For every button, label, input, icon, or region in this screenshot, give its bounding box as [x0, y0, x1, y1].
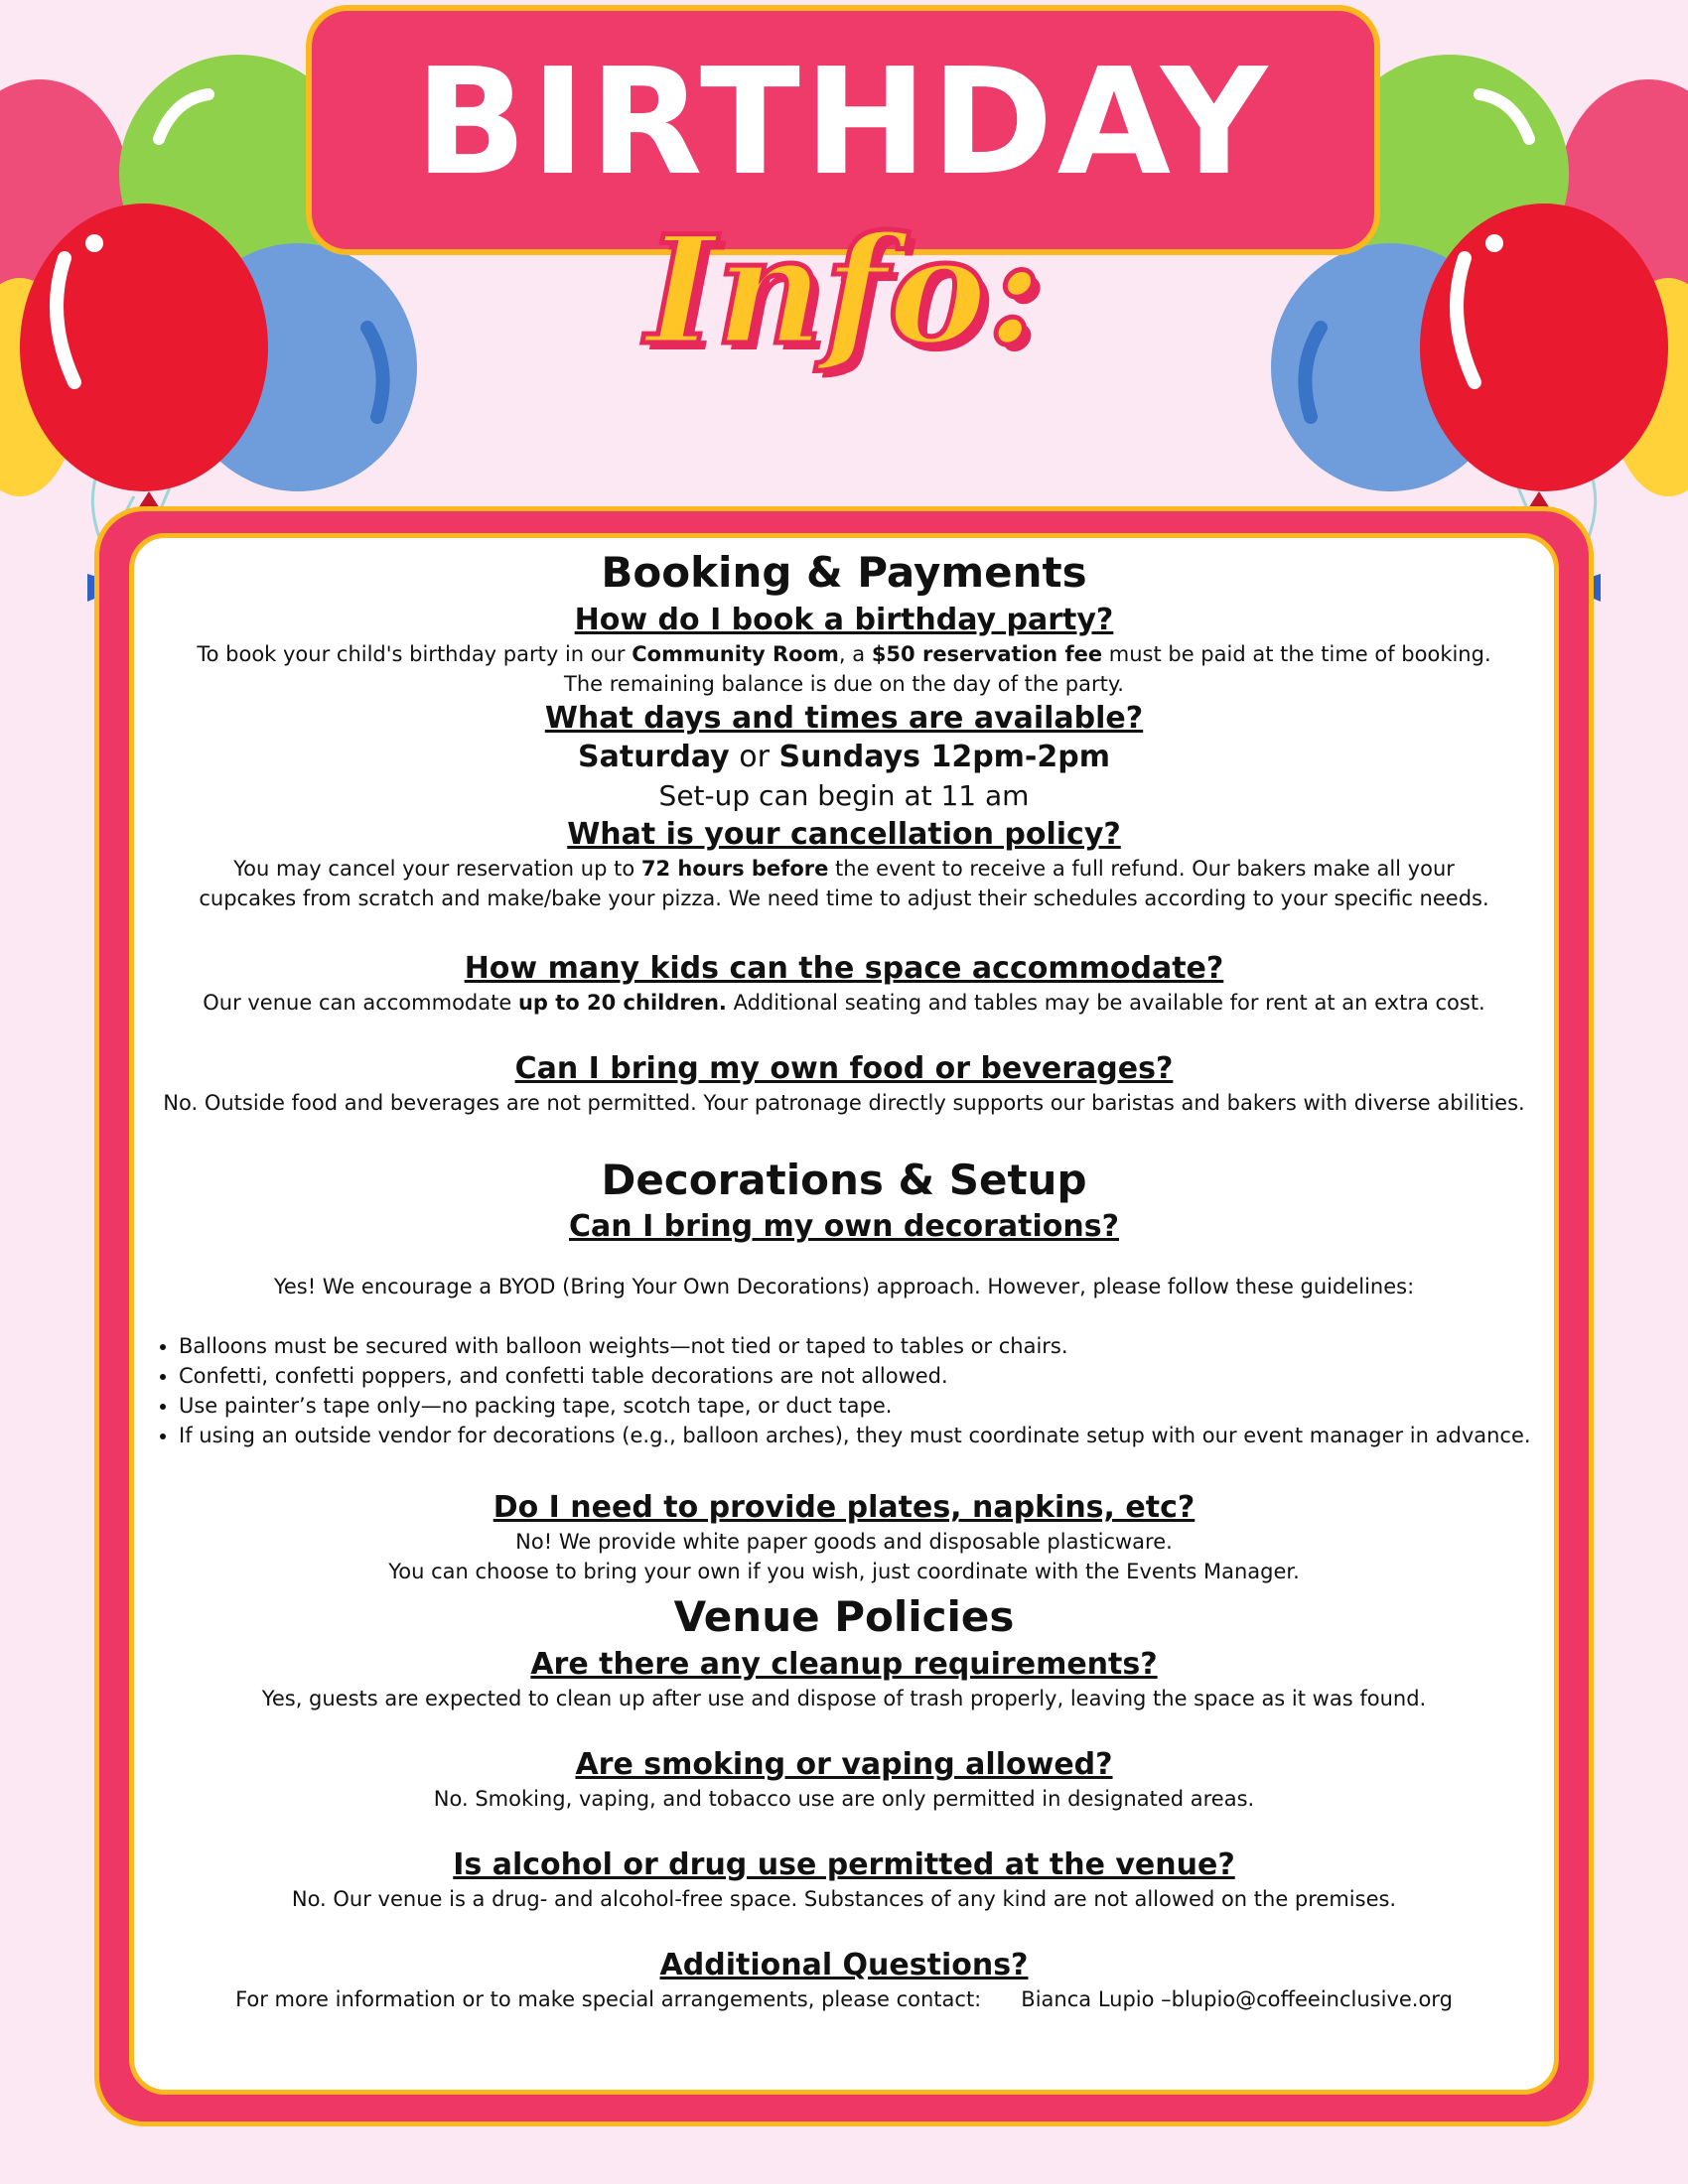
answer-book-party-line2: The remaining balance is due on the day of the party.	[564, 671, 1124, 696]
decoration-guidelines-list	[149, 1331, 1539, 1450]
question-smoking: Are smoking or vaping allowed?	[575, 1747, 1113, 1783]
question-book-party: How do I book a birthday party?	[574, 602, 1114, 637]
question-plates-napkins: Do I need to provide plates, napkins, etc?	[492, 1490, 1196, 1526]
answer-capacity: Our venue can accommodate up to 20 children. Additional seating and tables may be available for rent at an extra cost.	[203, 990, 1485, 1015]
banner-title: BIRTHDAY	[414, 37, 1272, 207]
guideline-item: • Balloons must be secured with balloon weights—not tied or taped to tables or chairs.	[179, 1331, 1539, 1361]
answer-plates-napkins-line2: You can choose to bring your own if you wish, just coordinate with the Events Manager.	[388, 1560, 1300, 1584]
question-alcohol: Is alcohol or drug use permitted at the venue?	[453, 1847, 1235, 1883]
info-title: Info:	[645, 204, 1043, 378]
guideline-item: • Confetti, confetti poppers, and confetti table decorations are not allowed.	[179, 1361, 1539, 1391]
answer-plates-napkins: No! We provide white paper goods and disposable plasticware.	[515, 1530, 1173, 1555]
answer-cancellation-line2: cupcakes from scratch and make/bake your pizza. We need time to adjust their schedules according to your specific needs.	[199, 886, 1489, 910]
guideline-item: • Use painter’s tape only—no packing tape, scotch tape, or duct tape.	[179, 1391, 1539, 1421]
answer-cleanup: Yes, guests are expected to clean up after use and dispose of trash properly, leaving the space as it was found.	[261, 1687, 1427, 1711]
section-heading-decorations: Decorations & Setup	[601, 1155, 1087, 1204]
answer-setup-time: Set-up can begin at 11 am	[658, 779, 1030, 813]
question-food-beverages: Can I bring my own food or beverages?	[514, 1050, 1174, 1086]
question-cancellation: What is your cancellation policy?	[567, 816, 1121, 852]
answer-cancellation: You may cancel your reservation up to 72 hours before the event to receive a full refund. Our bakers make all your	[233, 856, 1455, 881]
answer-alcohol: No. Our venue is a drug- and alcohol-free space. Substances of any kind are not allowed on the premises.	[291, 1887, 1397, 1912]
faq-content	[149, 544, 1539, 2014]
answer-days-times: Saturday or Sundays 12pm-2pm	[578, 739, 1110, 774]
guideline-item: • If using an outside vendor for decorations (e.g., balloon arches), they must coordinate setup with our event manager in advance.	[179, 1421, 1539, 1450]
answer-smoking: No. Smoking, vaping, and tobacco use are only permitted in designated areas.	[433, 1787, 1255, 1812]
question-additional: Additional Questions?	[659, 1948, 1029, 1983]
answer-book-party: To book your child's birthday party in our Community Room, a $50 reservation fee must be paid at the time of booking.	[197, 641, 1491, 666]
answer-own-decorations: Yes! We encourage a BYOD (Bring Your Own Decorations) approach. However, please follow these guidelines:	[273, 1275, 1415, 1299]
question-days-times: What days and times are available?	[544, 700, 1144, 736]
answer-food-beverages: No. Outside food and beverages are not permitted. Your patronage directly supports our baristas and bakers with diverse abilities.	[163, 1090, 1525, 1115]
section-heading-booking: Booking & Payments	[601, 548, 1087, 597]
section-heading-venue: Venue Policies	[673, 1592, 1015, 1642]
question-own-decorations: Can I bring my own decorations?	[569, 1209, 1119, 1245]
question-capacity: How many kids can the space accommodate?	[464, 950, 1224, 986]
question-cleanup: Are there any cleanup requirements?	[530, 1647, 1158, 1683]
answer-contact: For more information or to make special arrangements, please contact: Bianca Lupio –blupio@coffeeinclusive.org	[235, 1987, 1453, 2012]
